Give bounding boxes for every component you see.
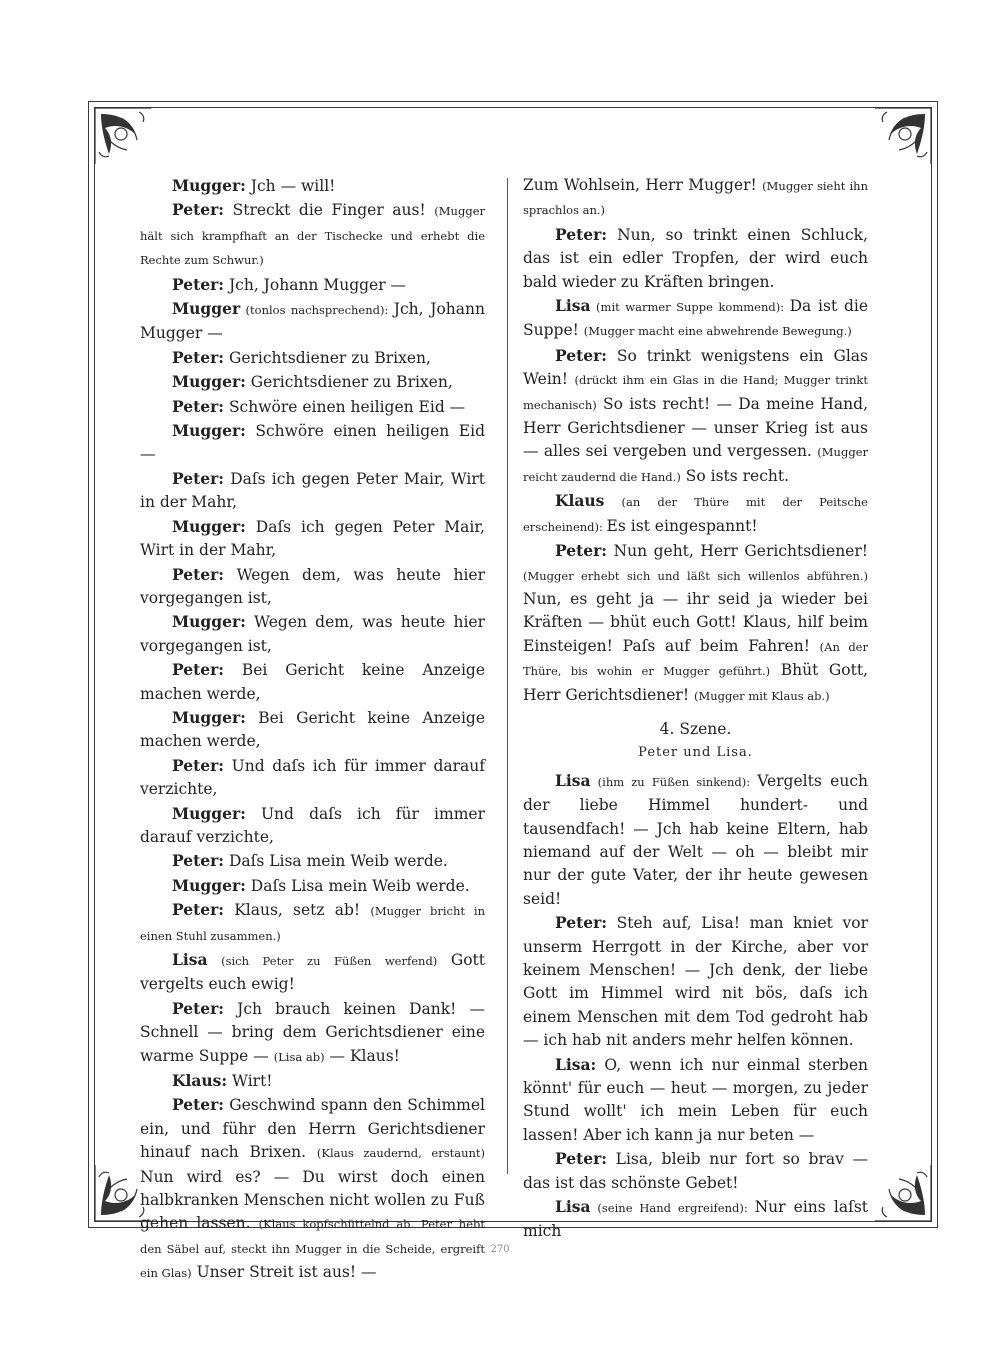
dialogue-text: Bei Gericht keine Anzeige machen werde,: [140, 708, 485, 751]
dialogue-paragraph: [523, 344, 868, 489]
speaker-label: Klaus:: [172, 1071, 228, 1091]
speaker-label: Mugger:: [172, 421, 246, 441]
stage-direction: (Mugger sieht ihn sprachlos an.): [523, 179, 868, 218]
speaker-label: Mugger:: [172, 516, 246, 536]
stage-direction: (Mugger mit Klaus ab.): [693, 688, 830, 703]
dialogue-paragraph: [140, 706, 485, 754]
dialogue-paragraph: [523, 769, 868, 911]
dialogue-paragraph: [140, 1069, 485, 1093]
speaker-label: Peter:: [172, 755, 225, 775]
dialogue-text: Jch, Johann Mugger —: [224, 275, 407, 294]
stage-direction: (sich Peter zu Füßen werfend): [207, 954, 451, 968]
dialogue-text: Jch — will!: [245, 177, 336, 195]
dialogue-text: Geschwind spann den Schimmel ein, und führ den Herrn Gerichtsdiener hinauf nach Brixen.: [140, 1096, 485, 1162]
speaker-label: Peter:: [172, 851, 225, 871]
dialogue-paragraph: [140, 174, 485, 198]
column-divider: [507, 178, 508, 1174]
stage-direction: (tonlos nachsprechend):: [240, 303, 394, 318]
dialogue-paragraph: [523, 1147, 868, 1195]
dialogue-text: Und daſs ich für immer darauf verzichte,: [140, 804, 485, 846]
dialogue-paragraph: [140, 754, 485, 802]
speaker-label: Klaus: [555, 491, 605, 511]
dialogue-text: Jch, Johann Mugger —: [140, 300, 486, 343]
right-column-dialogue-top: [523, 174, 868, 708]
dialogue-paragraph: [140, 849, 485, 873]
dialogue-paragraph: [523, 174, 868, 223]
dialogue-paragraph: [140, 1093, 485, 1285]
dialogue-paragraph: [140, 515, 485, 563]
dialogue-paragraph: [523, 223, 868, 294]
dialogue-text: Schwöre einen heiligen Eid —: [140, 422, 485, 464]
dialogue-text: Wegen dem, was heute hier vorgegangen ist,: [140, 613, 485, 655]
dialogue-paragraph: [140, 948, 485, 997]
dialogue-text: Nun geht, Herr Gerichtsdiener!: [607, 542, 868, 561]
speaker-label: Peter:: [555, 913, 608, 933]
stage-direction: (Mugger hält sich krampfhaft an der Tischecke und erhebt die Rechte zum Schwur.): [140, 204, 485, 268]
dialogue-text: Gerichtsdiener zu Brixen,: [245, 373, 453, 392]
speaker-label: Lisa: [555, 296, 591, 316]
speaker-label: Mugger:: [172, 372, 246, 392]
dialogue-text: Es ist eingespannt!: [606, 516, 758, 535]
dialogue-text: Wegen dem, was heute hier vorgegangen ist,: [140, 565, 485, 607]
left-column: [140, 174, 485, 1286]
dialogue-text: Jch brauch keinen Dank! — Schnell — bring dem Gerichtsdiener eine warme Suppe —: [140, 999, 485, 1065]
dialogue-text: Streckt die Finger aus!: [224, 201, 435, 220]
dialogue-paragraph: [140, 395, 485, 419]
stage-direction: (Klaus zaudernd, erstaunt): [316, 1146, 485, 1161]
dialogue-text: Nun, es geht ja — ihr seid ja wieder bei Kräften — bhüt euch Gott! Klaus, hilf beim Einsteigen! Paſs auf beim Fahren!: [523, 589, 868, 655]
speaker-label: Peter:: [172, 396, 225, 416]
dialogue-paragraph: [523, 1195, 868, 1244]
dialogue-paragraph: [140, 658, 485, 706]
speaker-label: Peter:: [172, 200, 225, 220]
corner-ornament-bottom-right: [871, 1161, 935, 1225]
dialogue-text: Wirt!: [227, 1072, 273, 1091]
dialogue-paragraph: [140, 346, 485, 370]
dialogue-text: Da ist die Suppe!: [523, 297, 868, 340]
dialogue-paragraph: [523, 911, 868, 1052]
dialogue-text: Daſs ich gegen Peter Mair, Wirt in der Mahr,: [140, 517, 485, 560]
speaker-label: Mugger:: [172, 803, 246, 823]
dialogue-paragraph: [523, 539, 868, 708]
dialogue-text: Unser Streit ist aus! —: [191, 1263, 377, 1282]
dialogue-text: So ists recht! — Da meine Hand, Herr Gerichtsdiener — unser Krieg ist aus — alles sei vergeben und vergessen.: [523, 394, 868, 461]
page-number: 270: [490, 1244, 510, 1255]
stage-direction: (Lisa ab): [273, 1049, 325, 1064]
dialogue-paragraph: [140, 610, 485, 658]
dialogue-paragraph: [140, 467, 485, 515]
dialogue-paragraph: [523, 1053, 868, 1148]
stage-direction: (an der Thüre mit der Peitsche erscheinend):: [523, 495, 868, 534]
dialogue-text: Klaus, setz ab!: [224, 901, 371, 920]
speaker-label: Peter:: [172, 468, 225, 488]
stage-direction: (Klaus kopfschüttelnd ab. Peter hebt den Säbel auf, steckt ihn Mugger in die Scheide, ergreift ein Glas): [140, 1217, 485, 1281]
dialogue-text: Gerichtsdiener zu Brixen,: [224, 348, 431, 367]
dialogue-text: Lisa, bleib nur fort so brav — das ist das schönste Gebet!: [523, 1150, 868, 1192]
dialogue-paragraph: [140, 563, 485, 611]
dialogue-paragraph: [140, 802, 485, 850]
dialogue-paragraph: [140, 198, 485, 272]
stage-direction: (Mugger erhebt sich und läßt sich willenlos abführen.): [523, 568, 868, 583]
corner-ornament-top-left: [91, 104, 155, 168]
speaker-label: Peter:: [555, 1149, 608, 1169]
stage-direction: (drückt ihm ein Glas in die Hand; Mugger trinkt mechanisch): [523, 373, 868, 412]
speaker-label: Peter:: [172, 1095, 225, 1115]
stage-direction: (Mugger macht eine abwehrende Bewegung.): [583, 324, 852, 339]
corner-ornament-top-right: [871, 104, 935, 168]
dialogue-text: Daſs Lisa mein Weib werde.: [224, 852, 448, 871]
scene-persons: Peter und Lisa.: [638, 745, 753, 761]
dialogue-text: Daſs Lisa mein Weib werde.: [245, 876, 470, 895]
stage-direction: (An der Thüre, bis wohin er Mugger geführt.): [523, 639, 868, 679]
dialogue-text: So ists recht.: [680, 466, 790, 485]
speaker-label: Peter:: [555, 541, 608, 561]
speaker-label: Peter:: [172, 564, 225, 584]
speaker-label: Peter:: [172, 998, 225, 1018]
speaker-label: Lisa:: [555, 1054, 597, 1074]
dialogue-text: Daſs ich gegen Peter Mair, Wirt in der Mahr,: [140, 469, 485, 512]
dialogue-paragraph: [523, 294, 868, 344]
dialogue-paragraph: [523, 489, 868, 539]
speaker-label: Mugger:: [172, 875, 246, 895]
stage-direction: (mit warmer Suppe kommend):: [590, 300, 790, 315]
dialogue-text: O, wenn ich nur einmal sterben könnt' für euch — heut — morgen, zu jeder Stund wollt' ich mein Leben für euch lassen! Aber ich kann ja nur beten —: [523, 1055, 868, 1144]
dialogue-text: Nun, so trinkt einen Schluck, das ist ein edler Tropfen, der wird euch bald wieder zu Kräften bringen.: [523, 225, 868, 291]
speaker-label: Mugger:: [172, 612, 246, 632]
dialogue-paragraph: [140, 874, 485, 898]
dialogue-text: Zum Wohlsein, Herr Mugger!: [523, 176, 763, 194]
dialogue-paragraph: [140, 997, 485, 1069]
speaker-label: Lisa: [172, 950, 208, 969]
stage-direction: (Mugger reicht zaudernd die Hand.): [523, 445, 868, 484]
dialogue-paragraph: [140, 370, 485, 394]
dialogue-text: Bei Gericht keine Anzeige machen werde,: [140, 661, 485, 703]
dialogue-text: Nur eins laſst mich: [523, 1198, 868, 1241]
dialogue-text: So trinkt wenigstens ein Glas Wein!: [523, 346, 868, 389]
right-column-dialogue-bottom: [523, 769, 868, 1244]
speaker-label: Mugger:: [172, 176, 246, 195]
dialogue-text: Nun wird es? — Du wirst doch einen halbkranken Menschen nicht wollen zu Fuß gehen lassen.: [140, 1167, 485, 1233]
dialogue-text: Vergelts euch der liebe Himmel hundert- und tausendfach! — Jch hab keine Eltern, hab niemand auf der Welt — oh — bleibt mir nur der gute Vater, der ihr heute gewesen seid!: [523, 771, 868, 908]
dialogue-paragraph: [140, 297, 485, 346]
speaker-label: Peter:: [172, 660, 225, 680]
dialogue-text: Bhüt Gott, Herr Gerichtsdiener!: [523, 661, 868, 704]
stage-direction: (seine Hand ergreifend):: [590, 1201, 755, 1216]
dialogue-text: Und daſs ich für immer darauf verzichte,: [140, 756, 485, 799]
dialogue-text: Steh auf, Lisa! man kniet vor unserm Herrgott in der Kirche, aber vor keinem Menschen! — Jch denk, der liebe Gott im Himmel wird nit bös, daſs ich einem Menschen mit dem Tod gedroht hab — ich hab nit anders mehr helfen können.: [523, 914, 868, 1050]
speaker-label: Mugger: [172, 299, 241, 319]
speaker-label: Peter:: [172, 274, 225, 294]
dialogue-text: — Klaus!: [324, 1046, 400, 1065]
dialogue-paragraph: [140, 419, 485, 467]
speaker-label: Mugger:: [172, 707, 246, 727]
dialogue-paragraph: [140, 273, 485, 297]
speaker-label: Peter:: [172, 347, 225, 367]
stage-direction: (Mugger bricht in einen Stuhl zusammen.): [140, 904, 485, 943]
dialogue-text: Gott vergelts euch ewig!: [140, 951, 485, 994]
dialogue-paragraph: [140, 898, 485, 948]
right-column: [523, 174, 868, 1244]
stage-direction: (ihm zu Füßen sinkend):: [590, 774, 758, 789]
speaker-label: Lisa: [555, 770, 591, 790]
dialogue-text: Schwöre einen heiligen Eid —: [224, 397, 466, 416]
speaker-label: Peter:: [555, 224, 608, 244]
speaker-label: Peter:: [555, 345, 608, 365]
speaker-label: Peter:: [172, 900, 225, 920]
speaker-label: Lisa: [555, 1197, 591, 1217]
scene-heading: 4. Szene.: [659, 719, 732, 738]
